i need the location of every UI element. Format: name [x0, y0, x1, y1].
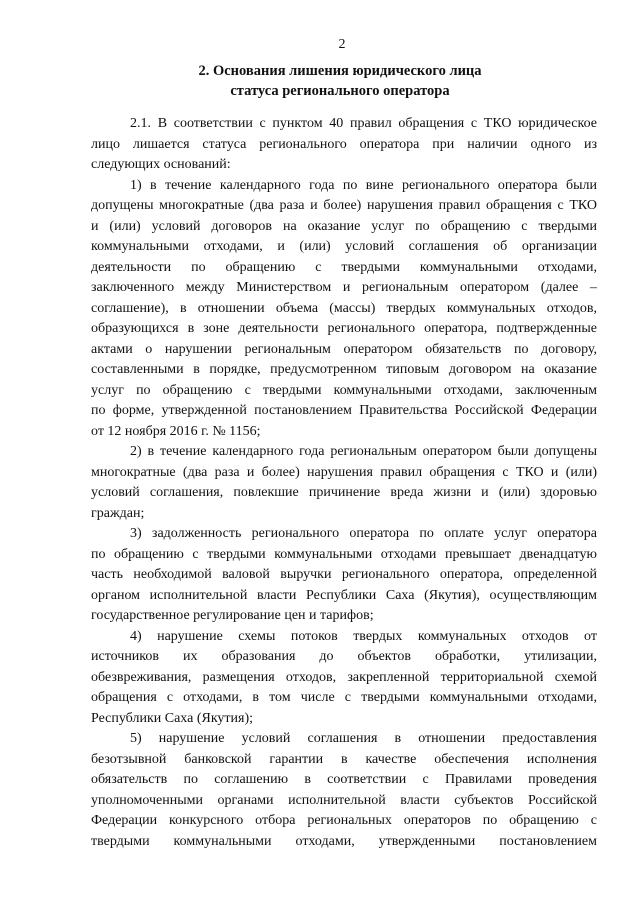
- text-line: обязательств по соглашению в соответствии с Правилами проведения: [91, 772, 597, 787]
- text-line: обращения с отходами, в том числе с твердыми коммунальными отходами,: [91, 690, 597, 705]
- subclause-5: [91, 729, 597, 852]
- text-line: 2.1. В соответствии с пунктом 40 правил обращения с ТКО юридическое: [130, 116, 597, 131]
- text-line: лицо лишается статуса регионального оператора при наличии одного из: [91, 136, 597, 152]
- text-line: органом исполнительной власти Республики Саха (Якутия), осуществляющим: [91, 587, 597, 603]
- text-line: 1) в течение календарного года по вине регионального оператора были: [130, 177, 597, 193]
- text-line: по обращению с твердыми коммунальными отходами превышает двенадцатую: [91, 546, 597, 562]
- text-line: Республики Саха (Якутия);: [91, 710, 254, 726]
- text-line: составленными в порядке, предусмотренном типовым договором на оказание: [91, 362, 597, 377]
- subclause-2: [91, 442, 597, 524]
- text-line: 3) задолженность регионального оператора по оплате услуг оператора: [130, 526, 597, 541]
- text-line: часть необходимой валовой выручки регионального оператора, определенной: [91, 567, 597, 582]
- text-line: следующих оснований:: [91, 157, 231, 172]
- text-line: по форме, утвержденной постановлением Правительства Российской Федерации: [91, 403, 597, 418]
- section-heading: [84, 62, 596, 101]
- subclause-1: [91, 176, 597, 443]
- text-line: уполномоченными органами исполнительной власти субъектов Российской: [91, 792, 597, 808]
- page-number: 2: [338, 37, 346, 52]
- subclause-3: [91, 524, 597, 627]
- text-line: услуг по обращению с твердыми коммунальными отходами, заключенным: [91, 382, 597, 398]
- text-line: образующихся в зоне деятельности регионального оператора, подтвержденные: [91, 321, 597, 336]
- text-line: 2) в течение календарного года региональным оператором были допущены: [130, 444, 597, 459]
- clause-2-1: [91, 114, 597, 176]
- text-line: от 12 ноября 2016 г. № 1156;: [91, 423, 261, 439]
- text-line: граждан;: [91, 505, 145, 521]
- text-line: заключенного между Министерством и региональным оператором (далее –: [91, 280, 597, 295]
- text-line: коммунальными отходами, и (или) условий соглашения об организации: [91, 239, 597, 254]
- section-body: [91, 114, 597, 852]
- text-line: актами о нарушении региональным оператором обязательств по договору,: [91, 341, 597, 357]
- text-line: Федерации конкурсного отбора региональных операторов по обращению с: [91, 813, 597, 828]
- text-line: государственное регулирование цен и тарифов;: [91, 608, 374, 623]
- text-line: соглашение), в отношении объема (массы) твердых коммунальных отходов,: [91, 300, 597, 316]
- text-line: твердыми коммунальными отходами, утвержденными постановлением: [91, 833, 597, 849]
- text-line: источников их образования до объектов обработки, утилизации,: [91, 649, 597, 664]
- text-line: 4) нарушение схемы потоков твердых коммунальных отходов от: [130, 628, 597, 644]
- subclause-4: [91, 627, 597, 730]
- text-line: условий соглашения, повлекшие причинение вреда жизни и (или) здоровью: [91, 485, 597, 500]
- text-line: многократные (два раза и более) нарушения правил обращения с ТКО и (или): [91, 464, 597, 480]
- text-line: деятельности по обращению с твердыми коммунальными отходами,: [91, 259, 597, 275]
- section-heading-line: 2. Основания лишения юридического лица: [198, 63, 482, 79]
- text-line: обезвреживания, размещения отходов, закрепленной территориальной схемой: [91, 669, 597, 685]
- text-line: допущены многократные (два раза и более) нарушения правил обращения с ТКО: [91, 198, 597, 213]
- text-line: безотзывной банковской гарантии в качестве обеспечения исполнения: [91, 751, 597, 767]
- text-line: 5) нарушение условий соглашения в отношении предоставления: [130, 731, 597, 746]
- text-line: и (или) условий договоров на оказание услуг по обращению с твердыми: [91, 218, 597, 234]
- section-heading-line: статуса регионального оператора: [230, 82, 450, 99]
